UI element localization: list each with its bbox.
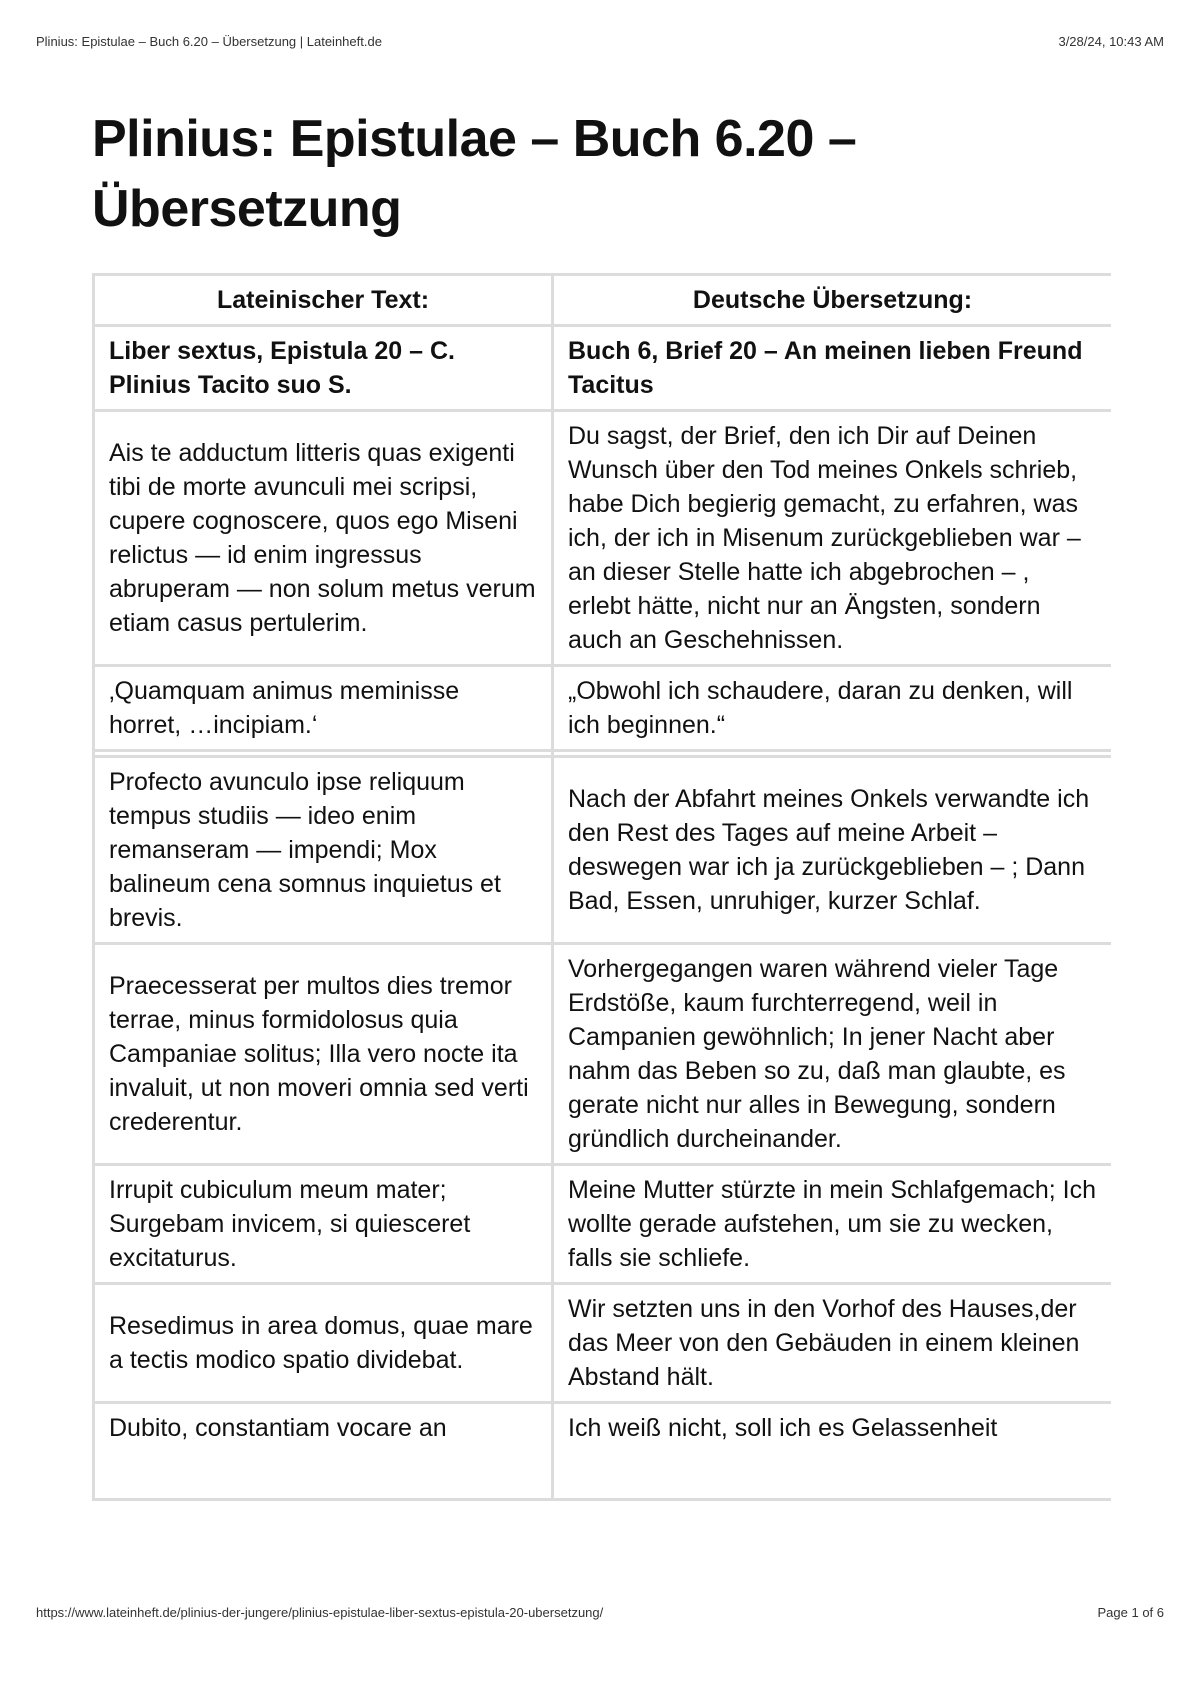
latin-cell: Profecto avunculo ipse reliquum tempus studiis — ideo enim remanseram — impendi; Mox balineum cena somnus inquietus et brevis. xyxy=(94,757,553,944)
letter-heading-row xyxy=(94,326,1112,411)
column-header-latin: Lateinischer Text: xyxy=(94,275,553,326)
table-row xyxy=(94,1403,1112,1500)
german-cell: Wir setzten uns in den Vorhof des Hauses,der das Meer von den Gebäuden in einem kleinen Abstand hält. xyxy=(553,1284,1112,1403)
print-header-page-title: Plinius: Epistulae – Buch 6.20 – Übersetzung | Lateinheft.de xyxy=(36,34,382,49)
latin-cell: ‚Quamquam animus meminisse horret, …incipiam.‘ xyxy=(94,666,553,751)
letter-heading-latin: Liber sextus, Epistula 20 – C. Plinius Tacito suo S. xyxy=(94,326,553,411)
german-cell: Meine Mutter stürzte in mein Schlafgemach; Ich wollte gerade aufstehen, um sie zu wecken, falls sie schliefe. xyxy=(553,1165,1112,1284)
german-cell: Vorhergegangen waren während vieler Tage Erdstöße, kaum furchterregend, weil in Campanien gewöhnlich; In jener Nacht aber nahm das Beben so zu, daß man glaubte, es gerate nicht nur alles in Bewegung, sondern gründlich durcheinander. xyxy=(553,944,1112,1165)
german-cell: Du sagst, der Brief, den ich Dir auf Deinen Wunsch über den Tod meines Onkels schrieb, habe Dich begierig gemacht, zu erfahren, was ich, der ich in Misenum zurückgeblieben war – an dieser Stelle hatte ich abgebrochen – , erlebt hätte, nicht nur an Ängsten, sondern auch an Geschehnissen. xyxy=(553,411,1112,666)
latin-cell: Praecesserat per multos dies tremor terrae, minus formidolosus quia Campaniae solitus; Illa vero nocte ita invaluit, ut non moveri omnia sed verti crederentur. xyxy=(94,944,553,1165)
table-row xyxy=(94,411,1112,666)
latin-cell: Irrupit cubiculum meum mater; Surgebam invicem, si quiesceret excitaturus. xyxy=(94,1165,553,1284)
table-row xyxy=(94,757,1112,944)
table-row xyxy=(94,944,1112,1165)
german-cell: Ich weiß nicht, soll ich es Gelassenheit xyxy=(553,1403,1112,1500)
page-title: Plinius: Epistulae – Buch 6.20 – Übersetzung xyxy=(92,110,857,238)
german-cell: Nach der Abfahrt meines Onkels verwandte ich den Rest des Tages auf meine Arbeit – deswegen war ich ja zurückgeblieben – ; Dann Bad, Essen, unruhiger, kurzer Schlaf. xyxy=(553,757,1112,944)
latin-cell: Resedimus in area domus, quae mare a tectis modico spatio dividebat. xyxy=(94,1284,553,1403)
latin-cell: Ais te adductum litteris quas exigenti tibi de morte avunculi mei scripsi, cupere cognoscere, quos ego Miseni relictus — id enim ingressus abruperam — non solum metus verum etiam casus pertulerim. xyxy=(94,411,553,666)
table-row xyxy=(94,1165,1112,1284)
print-footer-url: https://www.lateinheft.de/plinius-der-jungere/plinius-epistulae-liber-sextus-epistula-20-ubersetzung/ xyxy=(36,1605,604,1620)
print-header xyxy=(36,34,1164,49)
table-row xyxy=(94,1284,1112,1403)
column-header-german: Deutsche Übersetzung: xyxy=(553,275,1112,326)
latin-cell: Dubito, constantiam vocare an xyxy=(94,1403,553,1500)
print-footer-page-number: Page 1 of 6 xyxy=(1097,1605,1164,1620)
translation-table-wrapper xyxy=(92,273,1111,1573)
print-header-datetime: 3/28/24, 10:43 AM xyxy=(1058,34,1164,49)
german-cell: „Obwohl ich schaudere, daran zu denken, will ich beginnen.“ xyxy=(553,666,1112,751)
print-footer xyxy=(36,1605,1164,1620)
table-row xyxy=(94,666,1112,751)
translation-table xyxy=(92,273,1111,1501)
letter-heading-german: Buch 6, Brief 20 – An meinen lieben Freund Tacitus xyxy=(553,326,1112,411)
table-header-row xyxy=(94,275,1112,326)
